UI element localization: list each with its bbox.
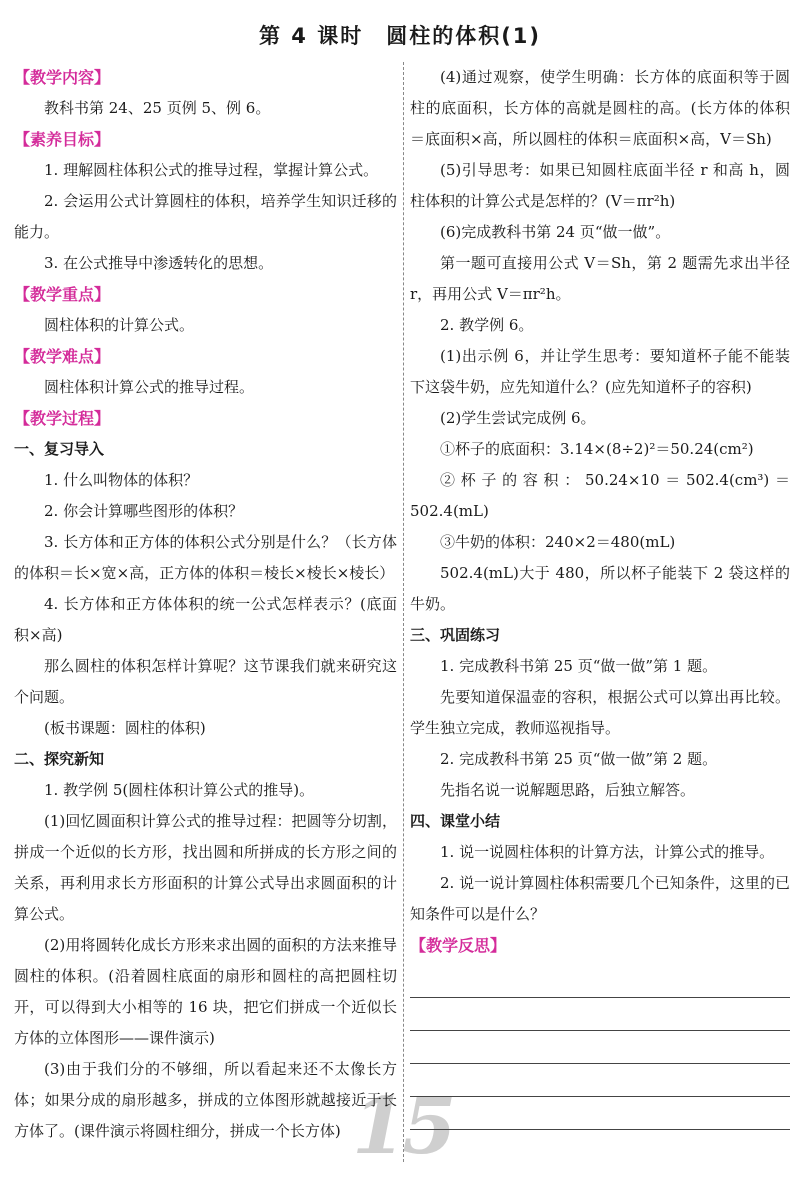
- explore-item: (2)用将圆转化成长方形来求出圆的面积的方法来推导圆柱的体积。(沿着圆柱底面的扇形和圆柱的高把圆柱切开，可以得到大小相等的 16 块，把它们拼成一个近似长方体的立体图形——课件演示): [14, 936, 397, 1047]
- page-title: 第 4 课时 圆柱的体积(1): [258, 24, 542, 48]
- difficulty-tag: 【教学难点】: [14, 347, 111, 366]
- explore-item: (2)学生尝试完成例 6。: [440, 409, 596, 427]
- practice-item: 1. 完成教科书第 25 页“做一做”第 1 题。: [440, 657, 718, 675]
- left-column: [14, 62, 397, 1147]
- explore-item: (5)引导思考：如果已知圆柱底面半径 r 和高 h，圆柱体积的计算公式是怎样的？(V＝πr²h): [410, 161, 790, 210]
- writing-line: [410, 998, 790, 1031]
- explore-item: (1)出示例 6，并让学生思考：要知道杯子能不能装下这袋牛奶，应先知道什么？(应先知道杯子的容积): [410, 347, 790, 396]
- goal-item: 1. 理解圆柱体积公式的推导过程，掌握计算公式。: [44, 161, 379, 179]
- writing-line: [410, 1031, 790, 1064]
- section-explore-heading: 二、探究新知: [14, 750, 105, 768]
- reflection-tag: 【教学反思】: [410, 936, 507, 955]
- summary-item: 2. 说一说计算圆柱体积需要几个已知条件，这里的已知条件可以是什么？: [410, 874, 790, 923]
- review-item: 1. 什么叫物体的体积？: [44, 471, 199, 489]
- calc-step: ①杯子的底面积：3.14×(8÷2)²＝50.24(cm²): [440, 440, 754, 458]
- explore-item: (4)通过观察，使学生明确：长方体的底面积等于圆柱的底面积，长方体的高就是圆柱的高。(长方体的体积＝底面积×高，所以圆柱的体积＝底面积×高，V＝Sh): [410, 68, 790, 148]
- explore-item: (6)完成教科书第 24 页“做一做”。: [440, 223, 671, 241]
- calc-step: ③牛奶的体积：240×2＝480(mL): [440, 533, 676, 551]
- review-item: (板书课题：圆柱的体积): [44, 719, 206, 737]
- column-divider: [403, 62, 404, 1162]
- right-column: [410, 62, 790, 1130]
- practice-item: 2. 完成教科书第 25 页“做一做”第 2 题。: [440, 750, 718, 768]
- writing-line: [410, 965, 790, 998]
- explore-item: (3)由于我们分的不够细，所以看起来还不太像长方体；如果分成的扇形越多，拼成的立体图形就越接近于长方体了。(课件演示将圆柱细分，拼成一个长方体): [14, 1060, 397, 1140]
- difficulty-text: 圆柱体积计算公式的推导过程。: [44, 378, 255, 396]
- practice-item: 先要知道保温壶的容积，根据公式可以算出再比较。学生独立完成，教师巡视指导。: [410, 688, 790, 737]
- key-tag: 【教学重点】: [14, 285, 111, 304]
- content-text: 教科书第 24、25 页例 5、例 6。: [44, 99, 271, 117]
- key-text: 圆柱体积的计算公式。: [44, 316, 195, 334]
- goals-tag: 【素养目标】: [14, 130, 111, 149]
- process-tag: 【教学过程】: [14, 409, 111, 428]
- section-review-heading: 一、复习导入: [14, 440, 105, 458]
- section-summary-heading: 四、课堂小结: [410, 812, 501, 830]
- calc-step: ②杯子的容积：50.24×10＝502.4(cm³)＝502.4(mL): [410, 471, 790, 520]
- explore-item: 第一题可直接用公式 V＝Sh，第 2 题需先求出半径 r，再用公式 V＝πr²h。: [410, 254, 790, 303]
- review-item: 3. 长方体和正方体的体积公式分别是什么？（长方体的体积＝长×宽×高，正方体的体积＝棱长×棱长×棱长）: [14, 533, 397, 582]
- goal-item: 3. 在公式推导中渗透转化的思想。: [44, 254, 274, 272]
- content-tag: 【教学内容】: [14, 68, 111, 87]
- conclusion: 502.4(mL)大于 480，所以杯子能装下 2 袋这样的牛奶。: [410, 564, 790, 613]
- summary-item: 1. 说一说圆柱体积的计算方法，计算公式的推导。: [440, 843, 775, 861]
- explore-item: (1)回忆圆面积计算公式的推导过程：把圆等分切割，拼成一个近似的长方形，找出圆和所拼成的长方形之间的关系，再利用求长方形面积的计算公式导出求圆面积的计算公式。: [14, 812, 397, 923]
- section-practice-heading: 三、巩固练习: [410, 626, 501, 644]
- writing-line: [410, 1097, 790, 1130]
- explore-item: 1. 教学例 5(圆柱体积计算公式的推导)。: [44, 781, 315, 799]
- review-item: 2. 你会计算哪些图形的体积？: [44, 502, 244, 520]
- reflection-lines: [410, 965, 790, 1130]
- practice-item: 先指名说一说解题思路，后独立解答。: [440, 781, 696, 799]
- review-item: 那么圆柱的体积怎样计算呢？这节课我们就来研究这个问题。: [14, 657, 397, 706]
- review-item: 4. 长方体和正方体体积的统一公式怎样表示？(底面积×高): [14, 595, 397, 644]
- page-number: 15: [352, 1081, 453, 1172]
- writing-line: [410, 1064, 790, 1097]
- goal-item: 2. 会运用公式计算圆柱的体积，培养学生知识迁移的能力。: [14, 192, 397, 241]
- explore-item: 2. 教学例 6。: [440, 316, 534, 334]
